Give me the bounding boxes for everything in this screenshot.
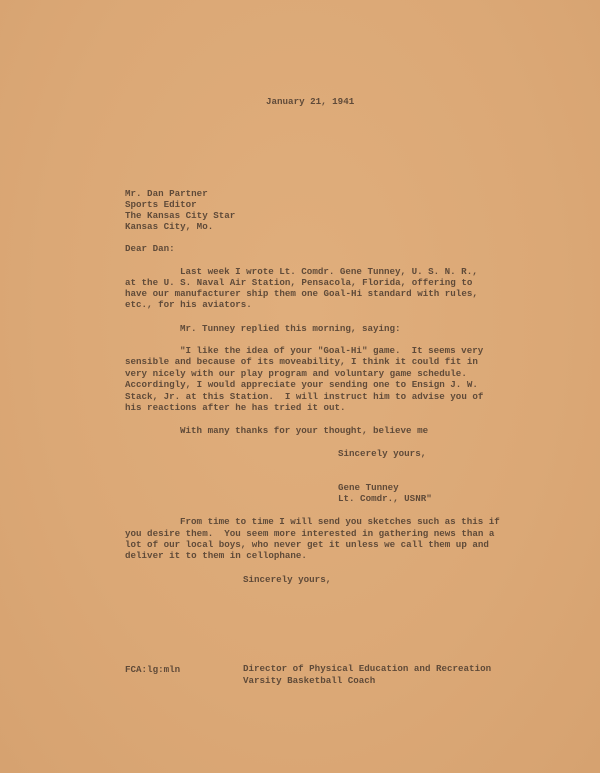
letter-date: January 21, 1941 [266, 96, 355, 107]
signature-title: Director of Physical Education and Recreation [243, 663, 492, 674]
body-line: etc., for his aviators. [125, 299, 252, 310]
recipient-line: Mr. Dan Partner [125, 188, 208, 199]
reference-initials: FCA:lg:mln [125, 664, 181, 675]
body-line: From time to time I will send you sketches such as this if [180, 516, 500, 527]
body-line: deliver it to them in cellophane. [125, 550, 307, 561]
salutation: Dear Dan: [125, 243, 175, 254]
body-line: lot of our local boys, who never get it unless we call them up and [125, 539, 489, 550]
quote-line: his reactions after he has tried it out. [125, 402, 346, 413]
recipient-line: The Kansas City Star [125, 210, 236, 221]
quote-signature: Gene Tunney [338, 482, 399, 493]
quote-signature: Lt. Comdr., USNR" [338, 493, 432, 504]
body-line: Last week I wrote Lt. Comdr. Gene Tunney, U. S. N. R., [180, 266, 478, 277]
quote-line: Accordingly, I would appreciate your sending one to Ensign J. W. [125, 379, 478, 390]
body-line: have our manufacturer ship them one Goal-Hi standard with rules, [125, 288, 478, 299]
quote-line: very nicely with our play program and voluntary game schedule. [125, 368, 467, 379]
quote-line: sensible and because of its moveability, I think it could fit in [125, 356, 478, 367]
closing: Sincerely yours, [243, 574, 332, 585]
body-line: Mr. Tunney replied this morning, saying: [180, 323, 401, 334]
quote-signoff: Sincerely yours, [338, 448, 427, 459]
signature-title: Varsity Basketball Coach [243, 675, 376, 686]
recipient-line: Kansas City, Mo. [125, 221, 214, 232]
body-line: at the U. S. Naval Air Station, Pensacola, Florida, offering to [125, 277, 473, 288]
quote-line: "I like the idea of your "Goal-Hi" game. It seems very [180, 345, 484, 356]
recipient-line: Sports Editor [125, 199, 197, 210]
quote-line: Stack, Jr. at this Station. I will instruct him to advise you of [125, 391, 484, 402]
body-line: you desire them. You seem more interested in gathering news than a [125, 528, 495, 539]
quote-closing-line: With many thanks for your thought, believe me [180, 425, 429, 436]
